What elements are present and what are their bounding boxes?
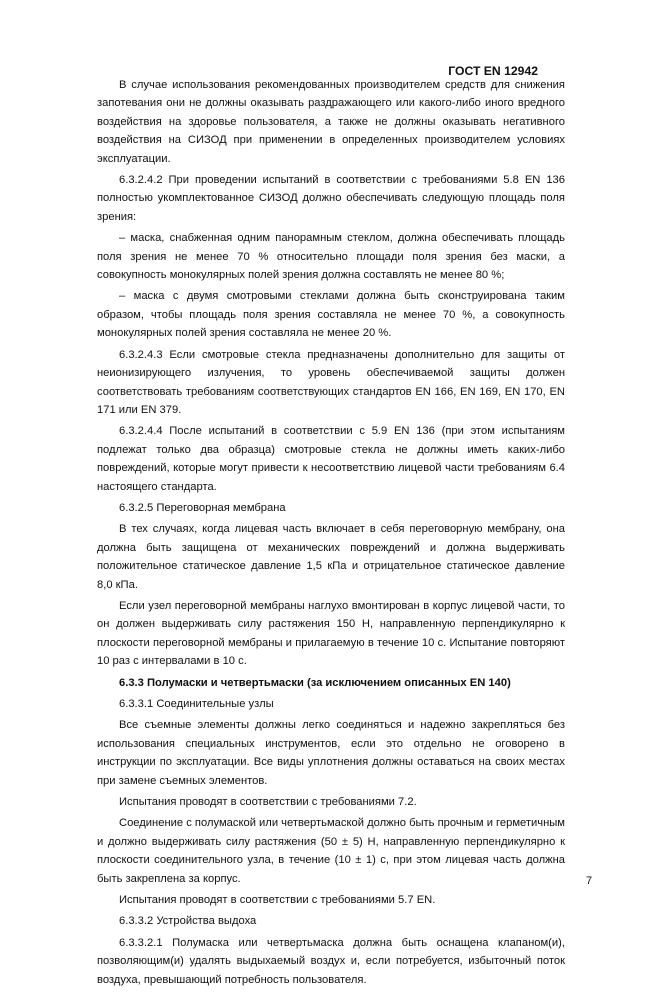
paragraph-tests-7-2: Испытания проводят в соответствии с требованиями 7.2. [119,796,417,809]
paragraph-6-3-2-4-3: 6.3.2.4.3 Если смотровые стекла предназначены дополнительно для защиты от неионизирующего излучения, то уровень обеспечиваемой защиты должен соответствовать требованиям соответствующих стандартов EN 166, EN 169, EN 170, EN 171 или EN 379. [97,348,565,416]
paragraph-6-3-2-4-2: 6.3.2.4.2 При проведении испытаний в соответствии с требованиями 5.8 EN 136 полностью укомплектованное СИЗОД должно обеспечивать следующую площадь поля зрения: [97,174,565,223]
paragraph-antifog: В случае использования рекомендованных производителем средств для снижения запотевания они не должны оказывать раздражающего или какого-либо иного вредного воздействия на здоровье пользователя, а также не должны оказывать негативного воздействия на СИЗОД при применении в определенных производителем условиях эксплуатации. [97,79,565,165]
list-item-two-lens-mask: – маска с двумя смотровыми стеклами должна быть сконструирована таким образом, чтобы площадь поля зрения составляла не менее 70 %, а совокупность монокулярных полей зрения составляла не менее 20 %. [97,290,565,340]
paragraph-speech-membrane: В тех случаях, когда лицевая часть включает в себя переговорную мембрану, она должна быть защищена от механических повреждений и должна выдерживать положительное статическое давление 1,5 кПа и отрицательное статическое давление 8,0 кПа. [97,523,565,591]
heading-6-3-3-1: 6.3.3.1 Соединительные узлы [119,698,274,710]
paragraph-membrane-tensile: Если узел переговорной мембраны наглухо вмонтирован в корпус лицевой части, то он должен выдерживать силу растяжения 150 Н, направленную перпендикулярно к плоскости переговорной мембраны и прилагаемую в течение 10 с. Испытание повторяют 10 раз с интервалами в 10 с. [97,599,565,668]
paragraph-tests-5-7: Испытания проводят в соответствии с требованиями 5.7 EN. [119,894,436,907]
paragraph-connection-strength: Соединение с полумаской или четвертьмаской должно быть прочным и герметичным и должно выдерживать силу растяжения (50 ± 5) Н, направленную перпендикулярно к плоскости соединительного узла, в течение (10 ± 1) с, при этом лицевая часть должна быть закреплена за корпус. [97,817,565,885]
paragraph-6-3-3-2-1: 6.3.3.2.1 Полумаска или четвертьмаска должна быть оснащена клапаном(и), позволяющим(и) удалять выдыхаемый воздух и, если потребуется, избыточный поток воздуха, превышающий потребность пользователя. [97,936,565,986]
paragraph-removable-elements: Все съемные элементы должны легко соединяться и надежно закрепляться без использования специальных инструментов, если это отдельно не оговорено в инструкции по эксплуатации. Все виды уплотнения должны оставаться на своих местах при замене съемных элементов. [97,719,565,787]
standard-header: ГОСТ EN 12942 [448,64,538,78]
heading-6-3-3-2: 6.3.3.2 Устройства выдоха [119,915,257,928]
paragraph-6-3-2-4-4: 6.3.2.4.4 После испытаний в соответствии с 5.9 EN 136 (при этом испытаниям подлежат только два образца) смотровые стекла не должны иметь каких-либо повреждений, которые могут привести к несоответствию лицевой части требованиям 6.4 настоящего стандарта. [97,425,565,493]
heading-6-3-2-5: 6.3.2.5 Переговорная мембрана [119,501,286,514]
heading-6-3-3: 6.3.3 Полумаски и четвертьмаски (за исключением описанных EN 140) [119,676,511,689]
document-body [97,76,565,992]
list-item-panoramic-mask: – маска, снабженная одним панорамным стеклом, должна обеспечивать площадь поля зрения не менее 70 % относительно площади поля зрения без маски, а совокупность монокулярных полей зрения должна составлять не менее 80 %; [97,232,565,282]
page-number: 7 [586,875,593,887]
